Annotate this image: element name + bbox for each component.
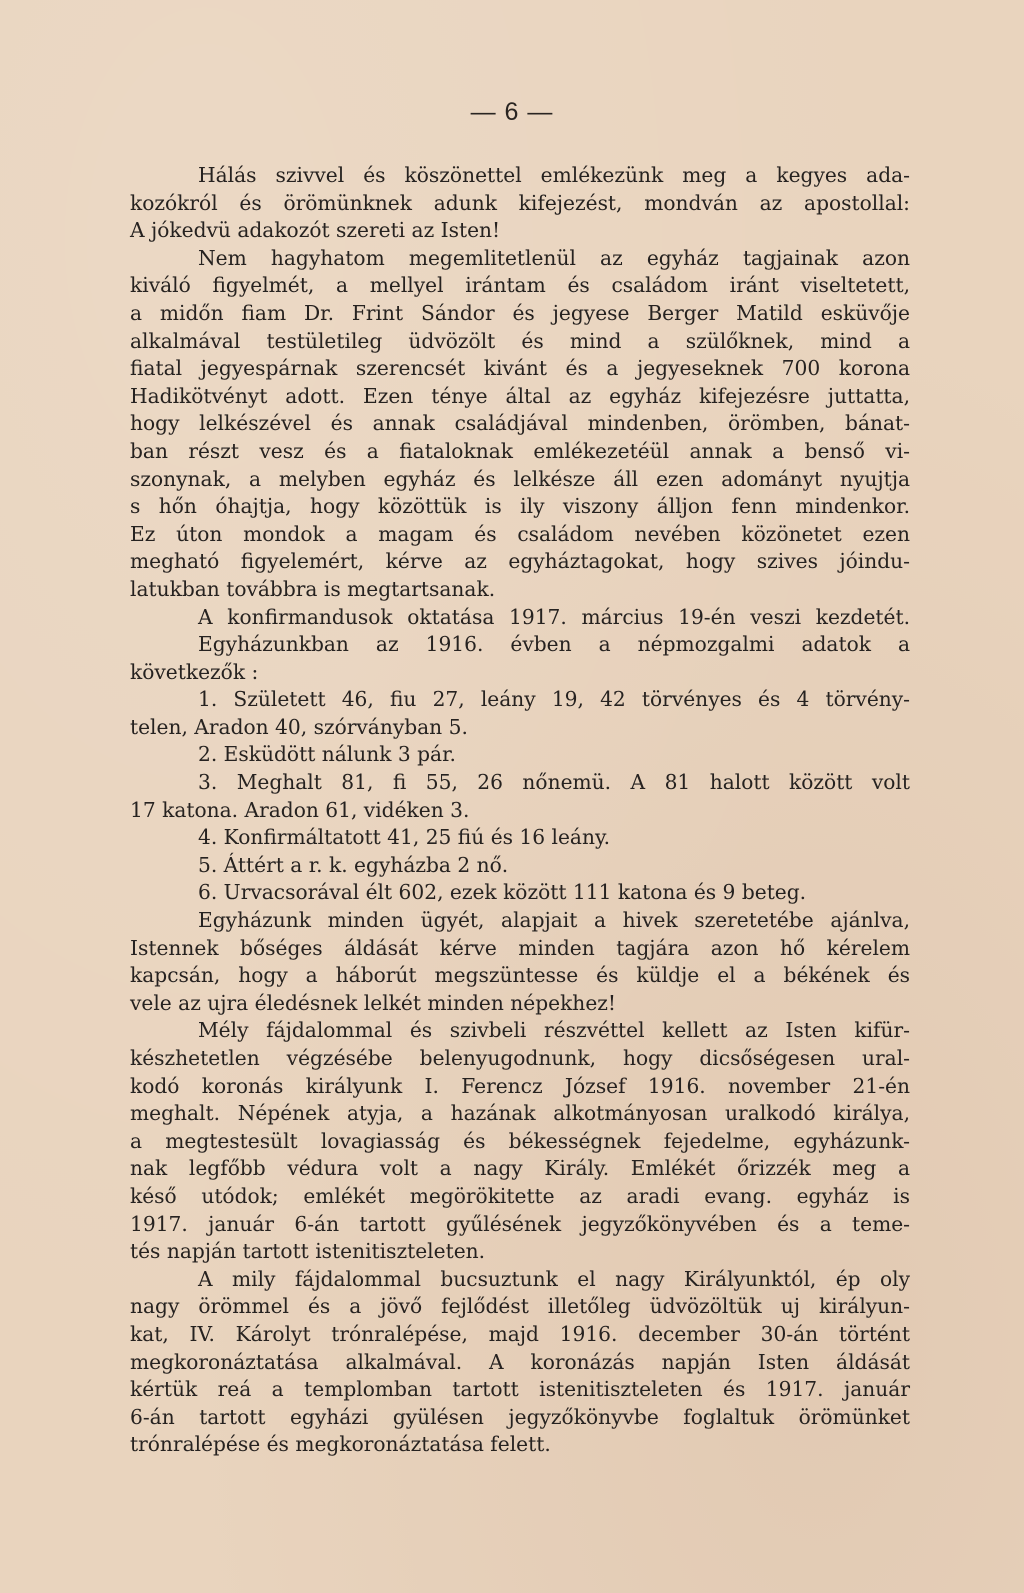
text-line: alkalmával testületileg üdvözölt és mind a szülőknek, mind a: [130, 328, 910, 353]
text-line: megkoronáztatása alkalmával. A koronázás napján Isten áldását: [130, 1349, 910, 1374]
text-line: kozókról és örömünknek adunk kifejezést, mondván az apostollal:: [130, 190, 910, 215]
text-line: a midőn fiam Dr. Frint Sándor és jegyese Berger Matild esküvője: [130, 300, 910, 325]
text-line: Nem hagyhatom megemlitetlenül az egyház tagjainak azon: [198, 245, 910, 270]
text-line: nagy örömmel és a jövő fejlődést illetőleg üdvözöltük uj királyun-: [130, 1294, 910, 1319]
text-line: kapcsán, hogy a háborút megszüntesse és küldje el a békének és: [130, 963, 910, 988]
text-line: vele az ujra éledésnek lelkét minden népekhez!: [130, 990, 617, 1015]
text-line: s hőn óhajtja, hogy közöttük is ily viszony álljon fenn mindenkor.: [130, 494, 910, 519]
text-line: telen, Aradon 40, szórványban 5.: [130, 714, 468, 739]
text-line: Ez úton mondok a magam és családom nevében közönetet ezen: [130, 521, 910, 546]
page-number: — 6 —: [470, 98, 554, 126]
text-line: 2. Esküdött nálunk 3 pár.: [198, 742, 456, 767]
text-line: Istennek bőséges áldását kérve minden tagjára azon hő kérelem: [130, 935, 910, 960]
text-line: 1. Született 46, fiu 27, leány 19, 42 törvényes és 4 törvény-: [198, 687, 910, 712]
text-line: latukban továbbra is megtartsanak.: [130, 576, 496, 601]
text-line: 4. Konfirmáltatott 41, 25 fiú és 16 leány.: [198, 825, 611, 850]
text-line: 6. Urvacsorával élt 602, ezek között 111 katona és 9 beteg.: [198, 880, 807, 905]
text-line: Hálás szivvel és köszönettel emlékezünk meg a kegyes ada-: [198, 163, 910, 187]
text-line: Egyházunkban az 1916. évben a népmozgalmi adatok a: [198, 632, 910, 657]
text-line: Egyházunk minden ügyét, alapjait a hivek szeretetébe ajánlva,: [198, 908, 910, 933]
text-line: szonynak, a melyben egyház és lelkésze áll ezen adományt nyujtja: [130, 466, 910, 491]
text-line: nak legfőbb védura volt a nagy Király. Emlékét őrizzék meg a: [130, 1156, 910, 1181]
text-line: tés napján tartott istenitiszteleten.: [130, 1239, 486, 1264]
text-line: trónralépése és megkoronáztatása felett.: [130, 1432, 551, 1457]
text-line: A mily fájdalommal bucsuztunk el nagy Királyunktól, ép oly: [198, 1266, 910, 1291]
body-text: [130, 162, 910, 1459]
text-line: 17 katona. Aradon 61, vidéken 3.: [130, 797, 470, 822]
text-line: következők :: [130, 659, 259, 684]
text-line: 5. Áttért a r. k. egyházba 2 nő.: [198, 852, 509, 877]
text-line: késő utódok; emlékét megörökitette az aradi evang. egyház is: [130, 1183, 910, 1208]
text-line: Hadikötvényt adott. Ezen ténye által az egyház kifejezésre juttatta,: [130, 383, 910, 408]
text-line: Mély fájdalommal és szivbeli részvéttel kellett az Isten kifür-: [198, 1018, 910, 1043]
text-line: a megtestesült lovagiasság és békességnek fejedelme, egyházunk-: [130, 1128, 910, 1153]
text-line: 3. Meghalt 81, fi 55, 26 nőnemü. A 81 halott között volt: [198, 770, 910, 795]
text-line: A konfirmandusok oktatása 1917. március 19-én veszi kezdetét.: [198, 604, 910, 629]
text-line: A jókedvü adakozót szereti az Isten!: [130, 218, 501, 243]
text-line: kat, IV. Károlyt trónralépése, majd 1916. december 30-án történt: [130, 1321, 910, 1346]
text-line: hogy lelkészével és annak családjával mindenben, örömben, bánat-: [130, 411, 910, 436]
text-line: kodó koronás királyunk I. Ferencz József 1916. november 21-én: [130, 1073, 910, 1098]
text-line: 6-án tartott egyházi gyülésen jegyzőkönyvbe foglaltuk örömünket: [130, 1404, 910, 1429]
text-line: meghalt. Népének atyja, a hazának alkotmányosan uralkodó királya,: [130, 1101, 910, 1126]
text-line: készhetetlen végzésébe belenyugodnunk, hogy dicsőségesen ural-: [130, 1046, 910, 1070]
text-line: ban részt vesz és a fiataloknak emlékezetéül annak a benső vi-: [130, 438, 910, 463]
text-line: 1917. január 6-án tartott gyűlésének jegyzőkönyvében és a teme-: [130, 1211, 910, 1236]
text-line: kértük reá a templomban tartott istenitiszteleten és 1917. január: [130, 1377, 910, 1402]
text-line: kiváló figyelmét, a mellyel irántam és családom iránt viseltetett,: [130, 273, 910, 298]
text-line: megható figyelemért, kérve az egyháztagokat, hogy szives jóindu-: [130, 549, 910, 574]
text-line: fiatal jegyespárnak szerencsét kivánt és a jegyeseknek 700 korona: [130, 356, 910, 381]
